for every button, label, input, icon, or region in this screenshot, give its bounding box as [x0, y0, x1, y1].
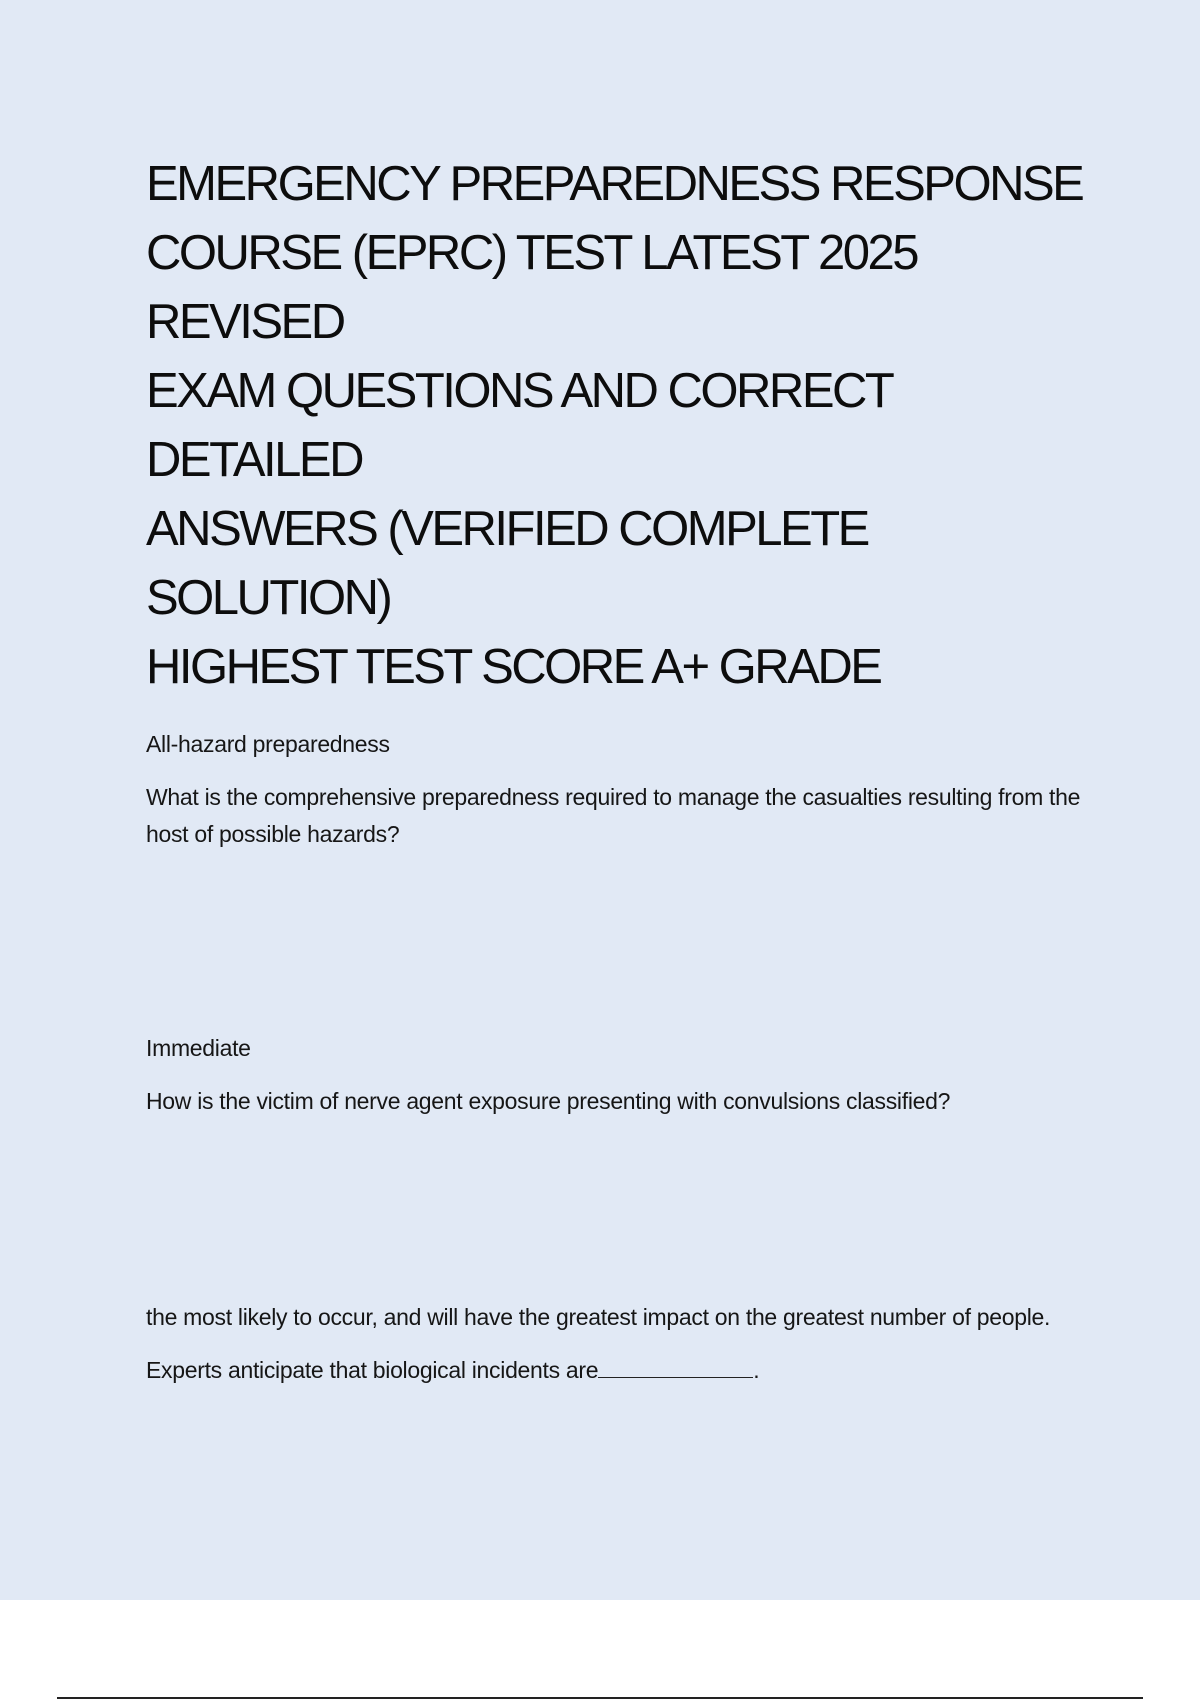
- flashcard: [146, 726, 1106, 853]
- question-text: Experts anticipate that biological incidents are: [146, 1357, 599, 1383]
- flashcard: [146, 1030, 1106, 1120]
- flashcard-answer: All-hazard preparedness: [146, 731, 390, 757]
- footer-divider: [57, 1697, 1143, 1699]
- fill-in-blank: [598, 1355, 753, 1378]
- flashcard: [146, 1299, 1106, 1389]
- question-punctuation: .: [753, 1357, 760, 1383]
- flashcard-answer: Immediate: [146, 1035, 251, 1061]
- flashcard-question: How is the victim of nerve agent exposure presenting with convulsions classified?: [146, 1088, 951, 1114]
- flashcard-answer: the most likely to occur, and will have the greatest impact on the greatest number of people.: [146, 1304, 1051, 1330]
- flashcard-question: What is the comprehensive preparedness required to manage the casualties resulting from the host of possible hazards?: [146, 784, 1081, 847]
- document-title: EMERGENCY PREPAREDNESS RESPONSE COURSE (EPRC) TEST LATEST 2025 REVISED EXAM QUESTIONS AND CORRECT DETAILED ANSWERS (VERIFIED COMPLETE SOLUTION) HIGHEST TEST SCORE A+ GRADE: [146, 157, 1083, 694]
- flashcard-question: [146, 1352, 1106, 1389]
